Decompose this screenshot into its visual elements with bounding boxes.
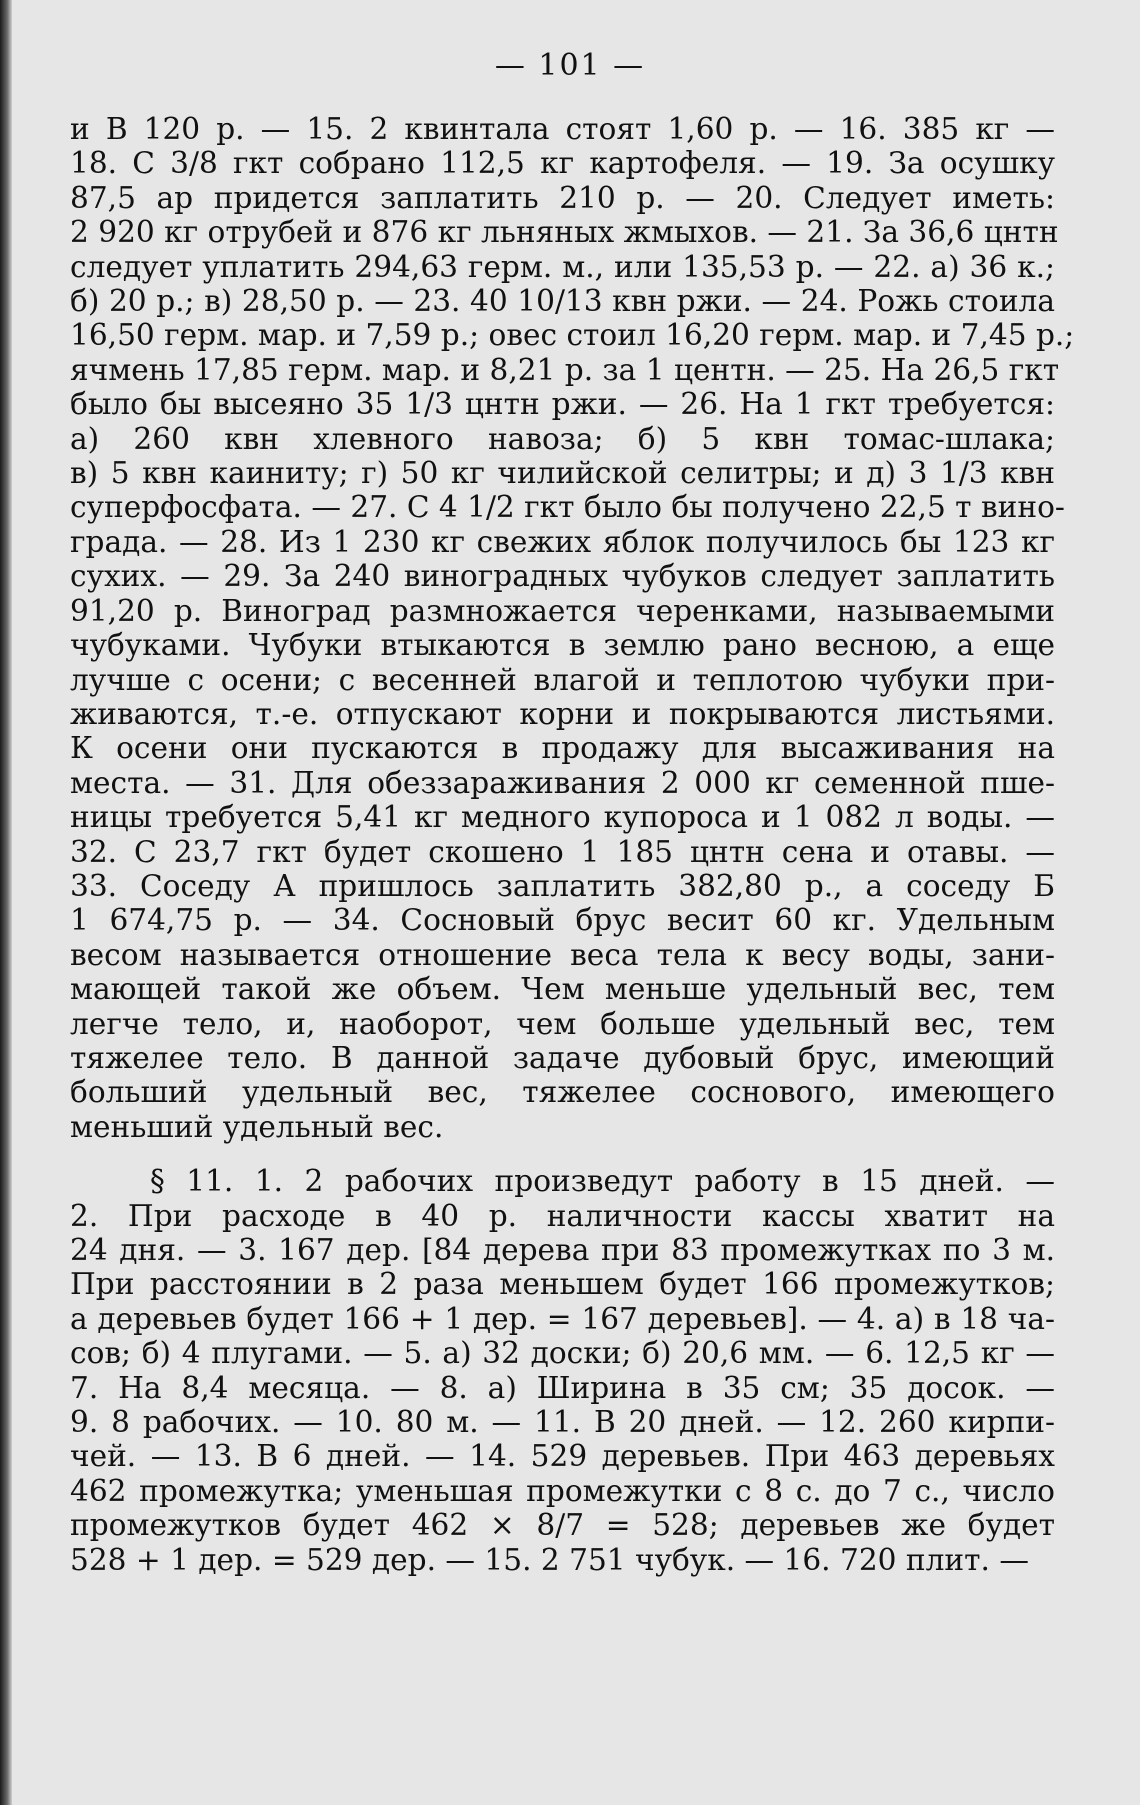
text-line: 87,5 ар придется заплатить 210 р. — 20. Следует иметь: [70, 180, 1055, 215]
text-line: а деревьев будет 166 + 1 дер. = 167 деревьев]. — 4. а) в 18 ча- [70, 1301, 1055, 1336]
text-line: 24 дня. — 3. 167 дер. [84 дерева при 83 промежутках по 3 м. [70, 1233, 1055, 1267]
text-line: 1 674,75 р. — 34. Сосновый брус весит 60 кг. Удельным [70, 903, 1055, 938]
answers-paragraph-10 [70, 112, 1075, 1144]
text-line: лучше с осени; с весенней влагой и теплотою чубуки при- [70, 662, 1055, 697]
text-line: 462 промежутка; уменьшая промежутки с 8 с. до 7 с., число [70, 1473, 1055, 1508]
answers-paragraph-11 [70, 1164, 1055, 1577]
text-line: ницы требуется 5,41 кг медного купороса и 1 082 л воды. — [70, 800, 1055, 835]
text-line: 7. На 8,4 месяца. — 8. а) Ширина в 35 см; 35 досок. — [70, 1370, 1055, 1405]
text-line: промежутков будет 462 × 8/7 = 528; деревьев же будет [70, 1508, 1055, 1543]
book-spine-shadow [0, 0, 12, 1805]
text-line: 18. С 3/8 гкт собрано 112,5 кг картофеля. — 19. За осушку [70, 146, 1055, 181]
text-line: К осени они пускаются в продажу для высаживания на [70, 731, 1055, 766]
answers-text [70, 112, 1075, 1577]
text-line: меньший удельный вес. [70, 1109, 444, 1144]
text-line: мающей такой же объем. Чем меньше удельный вес, тем [70, 972, 1055, 1007]
text-line: 2 920 кг отрубей и 876 кг льняных жмыхов. — 21. За 36,6 цнтн [70, 215, 1059, 250]
text-line: живаются, т.-е. отпускают корни и покрываются листьями. [70, 696, 1055, 731]
text-line: града. — 28. Из 1 230 кг свежих яблок получилось бы 123 кг [70, 524, 1055, 559]
text-line: чей. — 13. В 6 дней. — 14. 529 деревьев. При 463 деревьях [70, 1439, 1055, 1474]
text-line: сов; б) 4 плугами. — 5. а) 32 доски; б) 20,6 мм. — 6. 12,5 кг — [70, 1336, 1055, 1371]
text-line: 528 + 1 дер. = 529 дер. — 15. 2 751 чубук. — 16. 720 плит. — [70, 1542, 1029, 1577]
text-line: больший удельный вес, тяжелее соснового, имеющего [70, 1075, 1055, 1110]
text-line: весом называется отношение веса тела к весу воды, зани- [70, 937, 1055, 972]
text-line: При расстоянии в 2 раза меньшем будет 166 промежутков; [70, 1267, 1055, 1302]
text-line: суперфосфата. — 27. С 4 1/2 гкт было бы получено 22,5 т вино- [70, 490, 1065, 525]
text-line: 33. Соседу А пришлось заплатить 382,80 р., а соседу Б [70, 868, 1055, 903]
text-line: было бы высеяно 35 1/3 цнтн ржи. — 26. На 1 гкт требуется: [70, 387, 1055, 422]
text-line: сухих. — 29. За 240 виноградных чубуков следует заплатить [70, 559, 1055, 594]
text-line: 91,20 р. Виноград размножается черенками, называемыми [70, 593, 1055, 628]
text-line: легче тело, и, наоборот, чем больше удельный вес, тем [70, 1006, 1055, 1041]
text-line: § 11. 1. 2 рабочих произведут работу в 15 дней. — [150, 1164, 1055, 1199]
text-line: и В 120 р. — 15. 2 квинтала стоят 1,60 р. — 16. 385 кг — [70, 112, 1055, 146]
text-line: тяжелее тело. В данной задаче дубовый брус, имеющий [70, 1040, 1055, 1075]
text-line: места. — 31. Для обеззараживания 2 000 кг семенной пше- [70, 765, 1055, 800]
text-line: 2. При расходе в 40 р. наличности кассы хватит на [70, 1198, 1055, 1233]
text-line: 9. 8 рабочих. — 10. 80 м. — 11. В 20 дней. — 12. 260 кирпи- [70, 1405, 1055, 1440]
text-line: следует уплатить 294,63 герм. м., или 135,53 р. — 22. а) 36 к.; [70, 249, 1055, 284]
text-line: 32. С 23,7 гкт будет скошено 1 185 цнтн сена и отавы. — [70, 834, 1055, 869]
text-line: в) 5 квн каиниту; г) 50 кг чилийской селитры; и д) 3 1/3 квн [70, 456, 1055, 491]
page-number: — 101 — [494, 48, 646, 83]
text-line: б) 20 р.; в) 28,50 р. — 23. 40 10/13 квн ржи. — 24. Рожь стоила [70, 284, 1055, 319]
text-line: ячмень 17,85 герм. мар. и 8,21 р. за 1 центн. — 25. На 26,5 гкт [70, 352, 1060, 387]
text-line: чубуками. Чубуки втыкаются в землю рано весною, а еще [70, 628, 1055, 663]
text-line: 16,50 герм. мар. и 7,59 р.; овес стоил 16,20 герм. мар. и 7,45 р.; [70, 318, 1075, 353]
text-line: а) 260 квн хлевного навоза; б) 5 квн томас-шлака; [70, 421, 1055, 456]
